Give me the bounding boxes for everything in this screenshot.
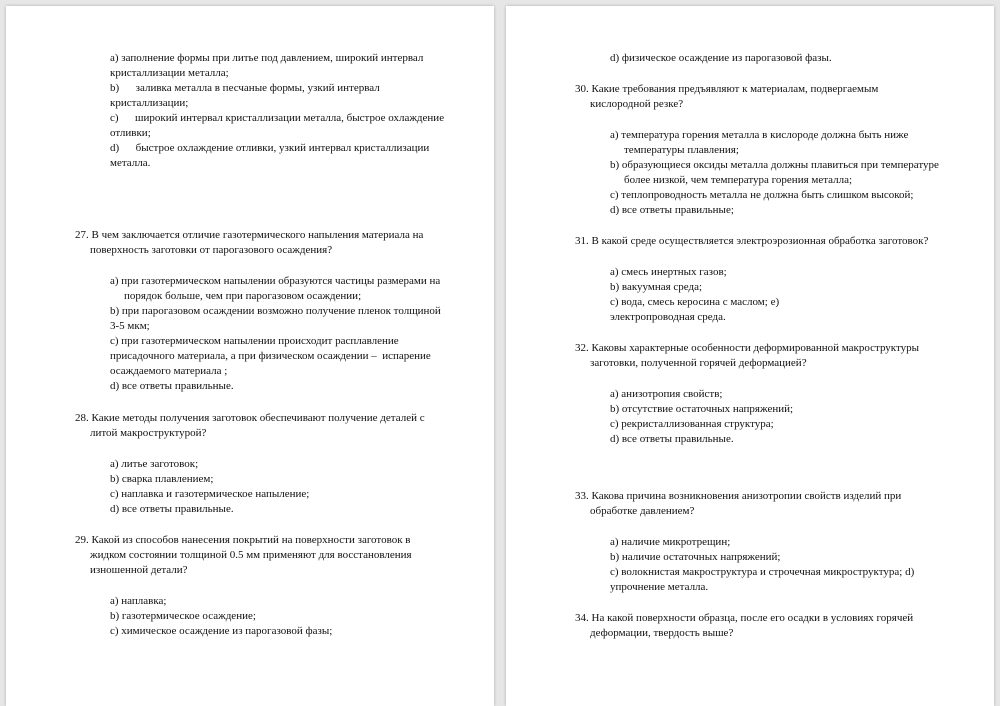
q27-option-d: d) все ответы правильные. [110,380,234,392]
q26-option-a-line2: кристаллизации металла; [110,67,229,79]
q31-question: 31. В какой среде осуществляется электроэрозионная обработка заготовок? [575,235,929,247]
q27-option-a-line1: а) при газотермическом напылении образуются частицы размерами на [110,275,441,287]
q34-question-line1: 34. На какой поверхности образца, после его осадки в условиях горячей [575,612,914,624]
q27-option-b-line1: b) при парогазовом осаждении возможно получение пленок толщиной [110,305,441,317]
q29-option-c: c) химическое осаждение из парогазовой фазы; [110,625,333,637]
q28-option-c: c) наплавка и газотермическое напыление; [110,488,310,500]
q26-option-c-line2: отливки; [110,127,151,139]
q31-option-c-line1: c) вода, смесь керосина с маслом; e) [610,296,780,308]
q30-option-d: d) все ответы правильные; [610,204,734,216]
q33-question-line1: 33. Какова причина возникновения анизотропии свойств изделий при [575,490,902,502]
q27-option-a-line2: порядок больше, чем при парогазовом осаждении; [124,290,362,302]
q28-question-line2: литой макроструктурой? [90,427,207,439]
q30-question-line1: 30. Какие требования предъявляют к материалам, подвергаемым [575,83,879,95]
q28-option-b: b) сварка плавлением; [110,473,214,485]
q28-option-d: d) все ответы правильные. [110,503,234,515]
q26-option-c-line1: c) широкий интервал кристаллизации металла, быстрое охлаждение [110,112,445,124]
q30-option-b-line2: более низкой, чем температура горения металла; [624,174,853,186]
q30-option-a-line2: температуры плавления; [624,144,739,156]
q28-question-line1: 28. Какие методы получения заготовок обеспечивают получение деталей с [75,412,425,424]
q34-question-line2: деформации, твердость выше? [590,627,734,639]
q26-option-a-line1: а) заполнение формы при литье под давлением, широкий интервал [110,52,424,64]
q27-option-c-line1: c) при газотермическом напылении происходит расплавление [110,335,399,347]
q30-option-a-line1: а) температура горения металла в кислороде должна быть ниже [610,129,909,141]
q29-option-d: d) физическое осаждение из парогазовой фазы. [610,52,832,64]
q29-question-line1: 29. Какой из способов нанесения покрытий на поверхности заготовок в [75,534,411,546]
q33-question-line2: обработке давлением? [590,505,695,517]
q30-option-c: c) теплопроводность металла не должна быть слишком высокой; [610,189,914,201]
q27-option-c-line2: присадочного материала, а при физическом осаждении – испарение [110,350,431,362]
q33-option-b: b) наличие остаточных напряжений; [610,551,781,563]
q29-option-b: b) газотермическое осаждение; [110,610,256,622]
q30-option-b-line1: b) образующиеся оксиды металла должны плавиться при температуре [610,159,939,171]
q32-option-c: c) рекристаллизованная структура; [610,418,774,430]
q29-question-line2: жидком состоянии толщиной 0.5 мм применяют для восстановления [90,549,412,561]
q26-option-d-line1: d) быстрое охлаждение отливки, узкий интервал кристаллизации [110,142,430,154]
q26-option-b-line1: b) заливка металла в песчаные формы, узкий интервал [110,82,380,94]
q32-option-b: b) отсутствие остаточных напряжений; [610,403,794,415]
q27-option-b-line2: 3-5 мкм; [110,320,150,332]
q32-option-a: а) анизотропия свойств; [610,388,723,400]
q28-option-a: а) литье заготовок; [110,458,199,470]
q29-question-line3: изношенной детали? [90,564,188,576]
q32-option-d: d) все ответы правильные. [610,433,734,445]
q31-option-c-line2: электропроводная среда. [610,311,726,323]
q27-question-line2: поверхность заготовки от парогазового осаждения? [90,244,333,256]
q26-option-d-line2: металла. [110,157,151,169]
q31-option-a: а) смесь инертных газов; [610,266,727,278]
document-page-left [6,6,494,706]
q29-option-a: а) наплавка; [110,595,167,607]
q32-question-line1: 32. Каковы характерные особенности деформированной макроструктуры [575,342,920,354]
q33-option-c-line2: упрочнение металла. [610,581,709,593]
q27-question-line1: 27. В чем заключается отличие газотермического напыления материала на [75,229,424,241]
q33-option-a: а) наличие микротрещин; [610,536,731,548]
q33-option-c-line1: c) волокнистая макроструктура и строчечная микроструктура; d) [610,566,915,578]
q31-option-b: b) вакуумная среда; [610,281,703,293]
document-page-right [506,6,994,706]
q30-question-line2: кислородной резке? [590,98,684,110]
q32-question-line2: заготовки, полученной горячей деформацией? [590,357,807,369]
q27-option-c-line3: осаждаемого материала ; [110,365,228,377]
q26-option-b-line2: кристаллизации; [110,97,189,109]
